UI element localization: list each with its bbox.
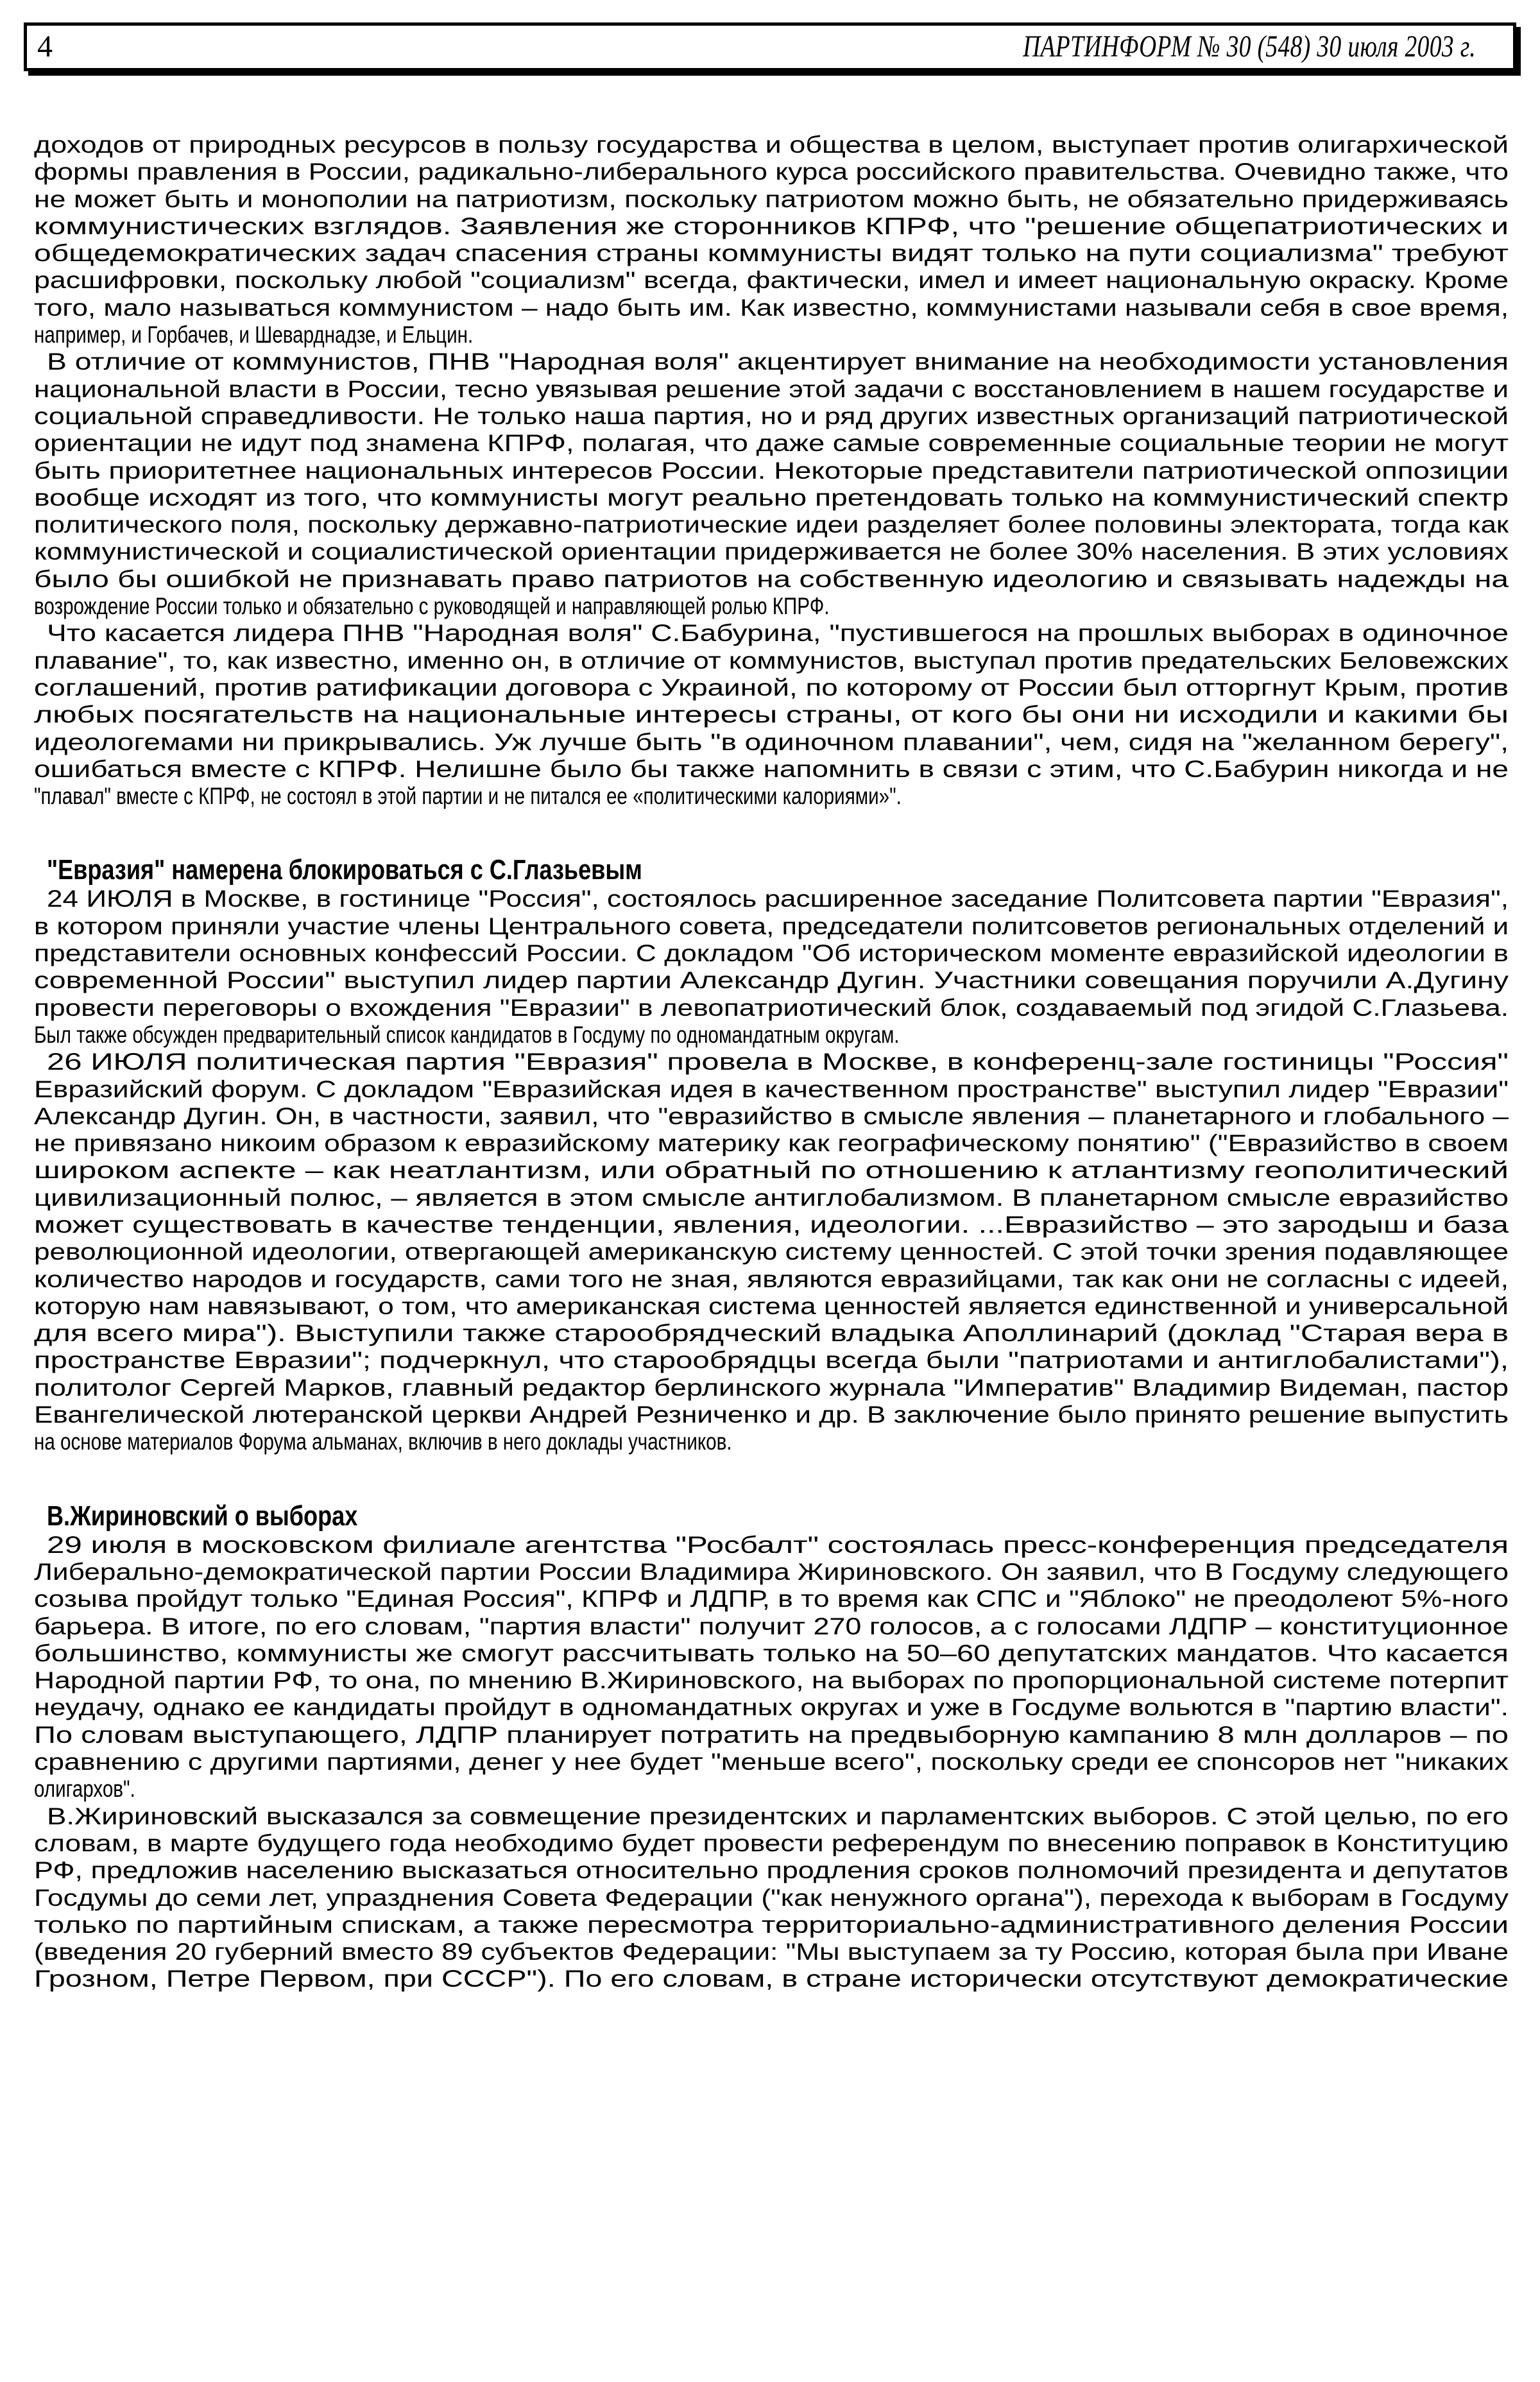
text-line-content: для всего мира"). Выступили также старообрядческий владыка Аполлинарий (доклад "Старая вера в	[34, 1320, 1509, 1347]
text-line-content: Что касается лидера ПНВ "Народная воля" С.Бабурина, "пустившегося на прошлых выборах в одиночное	[47, 620, 1509, 647]
text-line-content: представители основных конфессий России. С докладом "Об историческом моменте евразийской идеологии в	[34, 940, 1509, 967]
section-heading-text: "Евразия" намерена блокироваться с С.Глазьевым	[47, 854, 642, 886]
text-line-content: на основе материалов Форума альманах, включив в него доклады участников.	[34, 1428, 732, 1455]
text-line-content: быть приоритетнее национальных интересов России. Некоторые представители патриотической оппозиции	[34, 457, 1509, 484]
text-line-content: которую нам навязывают, о том, что американская система ценностей является единственной и универсальной	[34, 1292, 1509, 1319]
text-line-content: В.Жириновский высказался за совмещение президентских и парламентских выборов. С этой целью, по его	[47, 1803, 1509, 1829]
paragraph	[34, 1803, 1509, 1993]
text-line-content: большинство, коммунисты же смогут рассчитывать только на 50–60 депутатских мандатов. Что касается	[34, 1640, 1509, 1667]
text-line-content: вообще исходят из того, что коммунисты могут реально претендовать только на коммунистический спектр	[34, 484, 1509, 511]
text-line	[34, 1559, 1509, 1586]
text-line	[34, 967, 1509, 994]
article-section	[34, 132, 1509, 810]
text-line	[34, 159, 1509, 185]
text-line-content: доходов от природных ресурсов в пользу государства и общества в целом, выступает против олигархической	[34, 132, 1509, 158]
text-line	[34, 1586, 1509, 1613]
article-section	[34, 810, 1509, 1455]
text-line-content: цивилизационный полюс, – является в этом смысле антиглобализмом. В планетарном смысле евразийство	[34, 1184, 1509, 1211]
text-line	[34, 1076, 1509, 1103]
text-line	[34, 674, 1509, 701]
text-line-content: созыва пройдут только "Единая Россия", КПРФ и ЛДПР, в то время как СПС и "Яблоко" не преодолеют 5%-ного	[34, 1586, 1509, 1613]
text-line-content: может существовать в качестве тенденции, явления, идеологии. ...Евразийство – это зародыш и база	[34, 1211, 1509, 1238]
text-line-content: политического поля, поскольку державно-патриотические идеи разделяет более половины электората, тогда как	[34, 511, 1509, 538]
text-line	[34, 913, 1509, 940]
text-line	[34, 1049, 1509, 1075]
section-heading	[34, 855, 1509, 886]
text-line	[34, 1776, 1509, 1803]
text-line	[34, 430, 1509, 457]
text-line	[34, 1375, 1509, 1401]
text-line	[34, 886, 1509, 913]
text-line-content: коммунистической и социалистической ориентации придерживается не более 30% населения. В этих условиях	[34, 538, 1509, 565]
text-line-content: олигархов".	[34, 1776, 135, 1803]
text-line	[34, 756, 1509, 783]
article-section	[34, 1456, 1509, 1993]
text-line-content: 24 ИЮЛЯ в Москве, в гостинице "Россия", состоялось расширенное заседание Политсовета партии "Евразия",	[47, 886, 1509, 913]
text-line	[34, 647, 1509, 674]
text-line	[34, 1613, 1509, 1640]
text-line	[34, 1749, 1509, 1776]
paragraph	[34, 1532, 1509, 1803]
text-line-content: пространстве Евразии"; подчеркнул, что старообрядцы всегда были "патриотами и антиглобалистами"),	[34, 1347, 1509, 1374]
text-line	[34, 1640, 1509, 1667]
text-line	[34, 1857, 1509, 1884]
text-line-content: было бы ошибкой не признавать право патриотов на собственную идеологию и связывать надежды на	[34, 565, 1509, 592]
text-line	[34, 1238, 1509, 1265]
text-line	[34, 783, 1509, 810]
section-heading-text: В.Жириновский о выборах	[47, 1500, 358, 1532]
text-line	[34, 566, 1509, 593]
text-line	[34, 995, 1509, 1022]
text-line	[34, 458, 1509, 484]
text-line	[34, 1185, 1509, 1212]
text-line-content: формы правления в России, радикально-либерального курса российского правительства. Очевидно также, что	[34, 159, 1509, 185]
text-line	[34, 1320, 1509, 1347]
text-line	[34, 620, 1509, 647]
text-line	[34, 1347, 1509, 1374]
text-line-content: социальной справедливости. Не только наша партия, но и ряд других известных организаций патриотической	[34, 402, 1509, 429]
text-line-content: расшифровки, поскольку любой "социализм" всегда, фактически, имел и имеет национальную окраску. Кроме	[34, 267, 1509, 294]
text-line-content: ошибаться вместе с КПРФ. Нелишне было бы также напомнить в связи с этим, что С.Бабурин никогда и не	[34, 755, 1509, 782]
paragraph	[34, 620, 1509, 810]
text-line	[34, 1293, 1509, 1320]
text-line-content: РФ, предложив населению высказаться относительно продления сроков полномочий президента и депутатов	[34, 1857, 1509, 1884]
section-spacer	[34, 810, 1509, 855]
text-line	[34, 1266, 1509, 1293]
text-line	[34, 295, 1509, 321]
text-line-content: Либерально-демократической партии России Владимира Жириновского. Он заявил, что В Госдуму следующего	[34, 1558, 1509, 1585]
text-line-content: любых посягательств на национальные интересы страны, от кого бы они ни исходили и какими бы	[34, 701, 1509, 728]
section-heading	[34, 1501, 1509, 1532]
text-line	[34, 1532, 1509, 1559]
text-line	[34, 186, 1509, 213]
text-line-content: плавание", то, как известно, именно он, в отличие от коммунистов, выступал против предательских Беловежских	[34, 647, 1509, 674]
text-line-content: коммунистических взглядов. Заявления же сторонников КПРФ, что "решение общепатриотических и	[34, 212, 1509, 239]
page-header	[24, 22, 1516, 71]
text-line-content: Александр Дугин. Он, в частности, заявил, что "евразийство в смысле явления – планетарного и глобального –	[34, 1102, 1509, 1129]
text-line-content: национальной власти в России, тесно увязывая решение этой задачи с восстановлением в нашем государстве и	[34, 375, 1509, 402]
text-line-content: Госдумы до семи лет, упразднения Совета Федерации ("как ненужного органа"), перехода к выборам в Госдуму	[34, 1884, 1509, 1911]
paragraph	[34, 1049, 1509, 1455]
text-line-content: идеологемами ни прикрывались. Уж лучше быть "в одиночном плавании", чем, сидя на "желанном берегу",	[34, 728, 1509, 755]
text-line	[34, 484, 1509, 511]
text-line	[34, 1694, 1509, 1721]
text-line	[34, 213, 1509, 240]
page-number: 4	[37, 30, 53, 64]
text-line	[34, 267, 1509, 294]
text-line-content: (введения 20 губерний вместо 89 субъектов Федерации: "Мы выступаем за ту Россию, которая была при Иване	[34, 1939, 1509, 1966]
text-line	[34, 1966, 1509, 1992]
text-line-content: не может быть и монополии на патриотизм, поскольку патриотом можно быть, не обязательно придерживаясь	[34, 185, 1509, 212]
paragraph	[34, 132, 1509, 348]
text-line-content: провести переговоры о вхождения "Евразии" в левопатриотический блок, создаваемый под эгидой С.Глазьева.	[34, 994, 1509, 1021]
paragraph	[34, 886, 1509, 1049]
text-line	[34, 376, 1509, 403]
text-line	[34, 511, 1509, 538]
text-line	[34, 1022, 1509, 1049]
text-line-content: не привязано никоим образом к евразийскому материку как географическому понятию" ("Евразийство в своем	[34, 1130, 1509, 1157]
text-line-content: количество народов и государств, сами того не зная, являются евразийцами, так как они не согласны с идеей,	[34, 1265, 1509, 1292]
text-line	[34, 1885, 1509, 1912]
text-line-content: того, мало называться коммунистом – надо быть им. Как известно, коммунистами называли себя в свое время,	[34, 294, 1509, 321]
text-line	[34, 1212, 1509, 1238]
text-line	[34, 240, 1509, 267]
text-line-content: 26 ИЮЛЯ политическая партия "Евразия" провела в Москве, в конференц-зале гостиницы "Россия"	[47, 1049, 1509, 1075]
article-body	[34, 132, 1509, 1993]
text-line	[34, 348, 1509, 375]
text-line	[34, 321, 1509, 348]
masthead: ПАРТИНФОРМ № 30 (548) 30 июля 2003 г.	[1023, 30, 1476, 64]
text-line-content: словам, в марте будущего года необходимо будет провести референдум по внесению поправок в Конституцию	[34, 1829, 1509, 1856]
text-line-content: только по партийным спискам, а также пересмотра территориально-административного деления России	[34, 1911, 1509, 1938]
text-line-content: политолог Сергей Марков, главный редактор берлинского журнала "Императив" Владимир Видеман, пастор	[34, 1374, 1509, 1401]
section-spacer	[34, 1456, 1509, 1501]
text-line-content: Грозном, Петре Первом, при СССР"). По его словам, в стране исторически отсутствуют демократические	[34, 1966, 1509, 1992]
text-line	[34, 1103, 1509, 1130]
text-line-content: 29 июля в московском филиале агентства "Росбалт" состоялась пресс-конференция председателя	[47, 1531, 1509, 1558]
text-line-content: "плавал" вместе с КПРФ, не состоял в этой партии и не питался ее «политическими калориями»".	[34, 783, 902, 810]
text-line	[34, 1401, 1509, 1428]
text-line	[34, 1722, 1509, 1749]
text-line-content: Был также обсужден предварительный список кандидатов в Госдуму по одномандатным округам.	[34, 1021, 900, 1048]
text-line-content: широком аспекте – как неатлантизм, или обратный по отношению к атлантизму геополитический	[34, 1157, 1509, 1184]
text-line-content: современной России" выступил лидер партии Александр Дугин. Участники совещания поручили А.Дугину	[34, 967, 1509, 994]
text-line	[34, 940, 1509, 967]
text-line-content: сравнению с другими партиями, денег у нее будет "меньше всего", поскольку среди ее спонсоров нет "никаких	[34, 1749, 1509, 1776]
text-line	[34, 1939, 1509, 1966]
text-line-content: Евангелической лютеранской церкви Андрей Резниченко и др. В заключение было принято решение выпустить	[34, 1401, 1509, 1428]
text-line	[34, 729, 1509, 756]
text-line-content: В отличие от коммунистов, ПНВ "Народная воля" акцентирует внимание на необходимости установления	[47, 348, 1509, 375]
text-line	[34, 1130, 1509, 1157]
text-line-content: барьера. В итоге, по его словам, "партия власти" получит 270 голосов, а с голосами ЛДПР – конституционное	[34, 1613, 1509, 1640]
text-line	[34, 1428, 1509, 1455]
paragraph	[34, 348, 1509, 620]
text-line-content: неудачу, однако ее кандидаты пройдут в одномандатных округах и уже в Госдуме вольются в "партию власти".	[34, 1694, 1509, 1721]
text-line	[34, 403, 1509, 430]
text-line-content: Народной партии РФ, то она, по мнению В.Жириновского, на выборах по пропорциональной системе потерпит	[34, 1667, 1509, 1694]
text-line-content: ориентации не идут под знамена КПРФ, полагая, что даже самые современные социальные теории не могут	[34, 430, 1509, 457]
text-line	[34, 1830, 1509, 1857]
text-line	[34, 1912, 1509, 1939]
text-line	[34, 132, 1509, 159]
text-line-content: например, и Горбачев, и Шеварднадзе, и Ельцин.	[34, 321, 474, 348]
text-line	[34, 593, 1509, 620]
text-line-content: соглашений, против ратификации договора с Украиной, по которому от России был отторгнут Крым, против	[34, 674, 1509, 701]
text-line	[34, 1803, 1509, 1830]
text-line-content: возрождение России только и обязательно с руководящей и направляющей ролью КПРФ.	[34, 593, 830, 620]
text-line	[34, 1667, 1509, 1694]
text-line	[34, 1157, 1509, 1184]
text-line-content: общедемократических задач спасения страны коммунисты видят только на пути социализма" требуют	[34, 240, 1509, 267]
text-line-content: революционной идеологии, отвергающей американскую систему ценностей. С этой точки зрения подавляющее	[34, 1238, 1509, 1265]
text-line	[34, 538, 1509, 565]
text-line-content: в котором приняли участие члены Центрального совета, председатели политсоветов региональных отделений и	[34, 913, 1509, 939]
text-line-content: Евразийский форум. С докладом "Евразийская идея в качественном пространстве" выступил лидер "Евразии"	[34, 1075, 1509, 1102]
text-line	[34, 701, 1509, 728]
text-line-content: По словам выступающего, ЛДПР планирует потратить на предвыборную кампанию 8 млн долларов – по	[34, 1721, 1509, 1748]
